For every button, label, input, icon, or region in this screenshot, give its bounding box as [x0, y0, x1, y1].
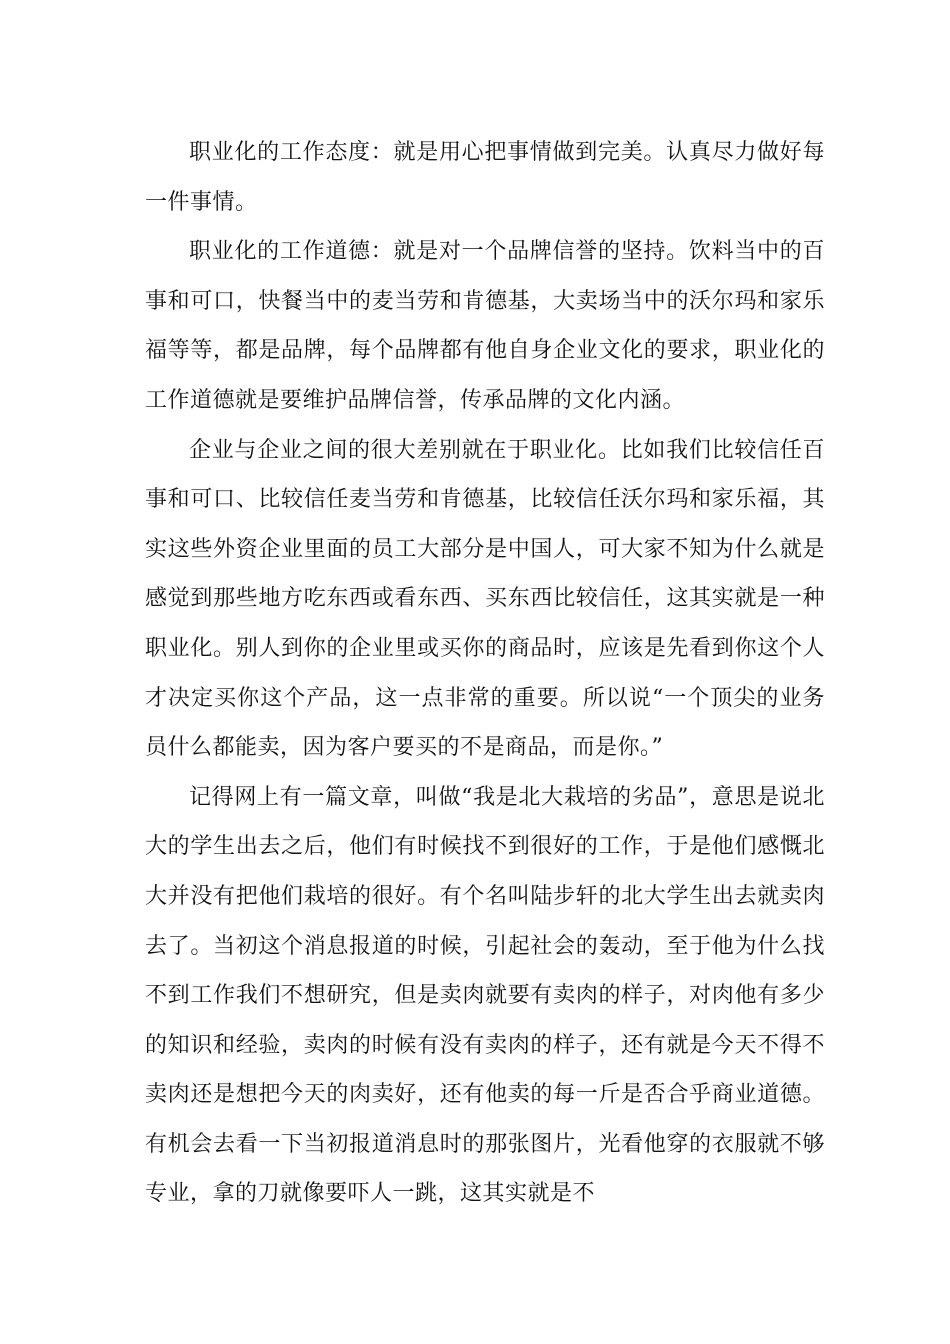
document-body — [145, 128, 825, 1219]
paragraph-work-ethics: 职业化的工作道德：就是对一个品牌信誉的坚持。饮料当中的百事和可口，快餐当中的麦当劳和肯德基，大卖场当中的沃尔玛和家乐福等等，都是品牌，每个品牌都有他自身企业文化的要求，职业化的工作道德就是要维护品牌信誉，传承品牌的文化内涵。 — [145, 239, 825, 413]
paragraph-work-attitude: 职业化的工作态度：就是用心把事情做到完美。认真尽力做好每一件事情。 — [145, 140, 825, 215]
paragraph-enterprise-difference: 企业与企业之间的很大差别就在于职业化。比如我们比较信任百事和可口、比较信任麦当劳和肯德基，比较信任沃尔玛和家乐福，其实这些外资企业里面的员工大部分是中国人，可大家不知为什么就是感觉到那些地方吃东西或看东西、买东西比较信任，这其实就是一种职业化。别人到你的企业里或买你的商品时，应该是先看到你这个人才决定买你这个产品，这一点非常的重要。所以说“一个顶尖的业务员什么都能卖，因为客户要买的不是商品，而是你。” — [145, 437, 825, 761]
paragraph-peking-university-story: 记得网上有一篇文章，叫做“我是北大栽培的劣品”，意思是说北大的学生出去之后，他们有时候找不到很好的工作，于是他们感慨北大并没有把他们栽培的很好。有个名叫陆步轩的北大学生出去就卖肉去了。当初这个消息报道的时候，引起社会的轰动，至于他为什么找不到工作我们不想研究，但是卖肉就要有卖肉的样子，对肉他有多少的知识和经验，卖肉的时候有没有卖肉的样子，还有就是今天不得不卖肉还是想把今天的肉卖好，还有他卖的每一斤是否合乎商业道德。有机会去看一下当初报道消息时的那张图片，光看他穿的衣服就不够专业，拿的刀就像要吓人一跳，这其实就是不 — [145, 784, 825, 1207]
